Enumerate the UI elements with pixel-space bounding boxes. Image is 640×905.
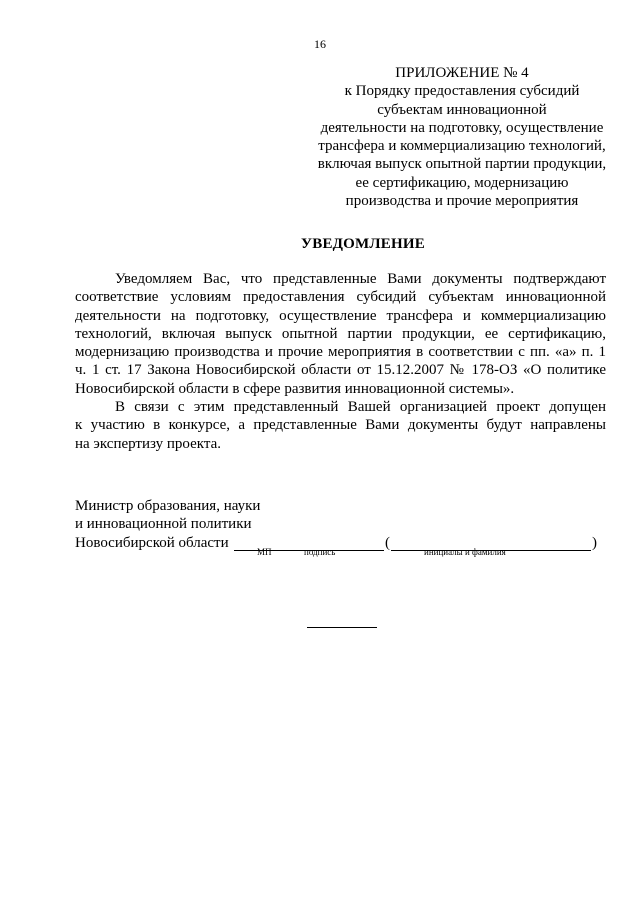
appendix-line: к Порядку предоставления субсидий — [344, 83, 580, 100]
appendix-line: субъектам инновационной — [377, 101, 547, 118]
name-caption: инициалы и фамилия — [424, 547, 506, 557]
appendix-line: деятельности на подготовку, осуществление — [320, 119, 604, 136]
paragraph-line: соответствие условиям предоставления субсидий субъектам инновационной — [75, 289, 606, 306]
page-number: 16 — [314, 37, 326, 51]
name-open-paren: ( — [385, 534, 390, 551]
paragraph-line: к участию в конкурсе, а представленные Вами документы будут направлены — [75, 417, 606, 434]
signatory-position-line: Новосибирской области — [75, 534, 229, 551]
appendix-line: ее сертификацию, модернизацию — [355, 174, 569, 191]
paragraph-line: технологий, включая выпуск опытной партии продукции, ее сертификацию, — [75, 325, 606, 342]
end-divider — [307, 627, 377, 628]
appendix-line: трансфера и коммерциализацию технологий, — [318, 138, 606, 155]
paragraph-line: Новосибирской области в сфере развития инновационной системы». — [75, 380, 515, 397]
appendix-line: ПРИЛОЖЕНИЕ № 4 — [395, 65, 529, 81]
paragraph-line: В связи с этим представленный Вашей организацией проект допущен — [115, 399, 606, 416]
document-title: УВЕДОМЛЕНИЕ — [301, 236, 425, 252]
appendix-header — [300, 64, 624, 210]
signature-caption: подпись — [304, 547, 336, 557]
signatory-position-line: и инновационной политики — [75, 516, 252, 533]
signature-block — [75, 497, 606, 552]
appendix-line: производства и прочие мероприятия — [345, 193, 579, 210]
paragraph-line: на экспертизу проекта. — [75, 435, 221, 452]
signatory-position-line: Министр образования, науки — [75, 498, 261, 514]
name-close-paren: ) — [592, 534, 597, 551]
paragraph-line: Уведомляем Вас, что представленные Вами документы подтверждают — [115, 271, 606, 287]
signature-row — [75, 534, 606, 552]
notice-body — [75, 270, 606, 453]
paragraph-line: ч. 1 ст. 17 Закона Новосибирской области от 15.12.2007 № 178-ОЗ «О политике — [75, 362, 606, 379]
stamp-caption: МП — [257, 547, 272, 557]
paragraph-line: деятельности на подготовку, осуществление трансфера и коммерциализацию — [75, 307, 606, 324]
paragraph-line: модернизацию производства и прочие мероприятия в соответствии с пп. «а» п. 1 — [75, 344, 606, 361]
appendix-line: включая выпуск опытной партии продукции, — [317, 156, 607, 173]
